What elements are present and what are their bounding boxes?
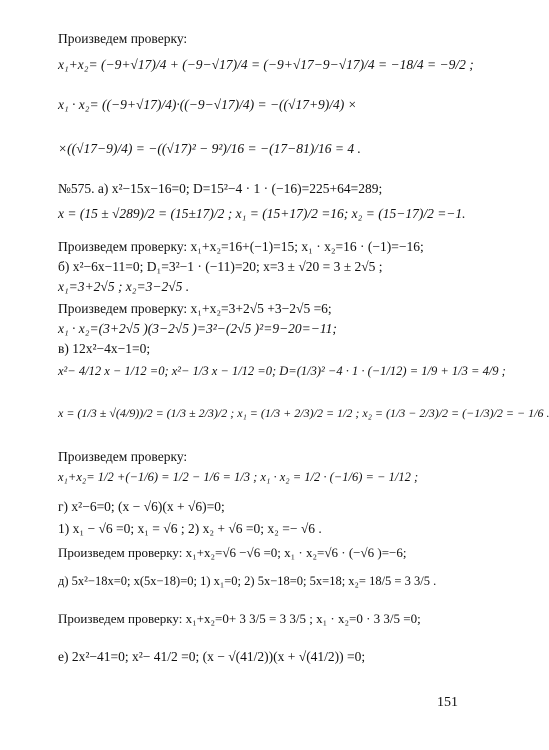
formula-line: е) 2x²−41=0; x²− 41/2 =0; (x − √(41/2))(x + √(41/2)) =0; (58, 649, 366, 664)
formula-line: б) x²−6x−11=0; D₁=3²−1 · (−11)=20; x=3 ± √20 = 3 ± 2√5 ; (58, 259, 383, 274)
formula-line: д) 5x²−18x=0; x(5x−18)=0; 1) x₁=0; 2) 5x−18=0; 5x=18; x₂= 18/5 = 3 3/5 . (58, 574, 437, 588)
formula-line: x = (1/3 ± √(4/9))/2 = (1/3 ± 2/3)/2 ; x₁ = (1/3 + 2/3)/2 = 1/2 ; x₂ = (1/3 − 2/3)/2 = (−1/3)/2 = − 1/6 . (58, 406, 549, 420)
formula-line: в) 12x²−4x−1=0; (58, 341, 151, 356)
text-line: Произведем проверку: x₁+x₂=3+2√5 +3−2√5 =6; (58, 301, 332, 316)
formula-line: x₁=3+2√5 ; x₂=3−2√5 . (58, 279, 190, 294)
formula-line: г) x²−6=0; (x − √6)(x + √6)=0; (58, 499, 225, 514)
formula-line: x₁+x₂= 1/2 +(−1/6) = 1/2 − 1/6 = 1/3 ; x₁ · x₂ = 1/2 · (−1/6) = − 1/12 ; (58, 470, 419, 484)
formula-line: x = (15 ± √289)/2 = (15±17)/2 ; x₁ = (15+17)/2 =16; x₂ = (15−17)/2 =−1. (58, 206, 466, 221)
text-line: Произведем проверку: x₁+x₂=√6 −√6 =0; x₁ · x₂=√6 · (−√6 )=−6; (58, 545, 407, 560)
formula-line: 1) x₁ − √6 =0; x₁ = √6 ; 2) x₂ + √6 =0; x₂ =− √6 . (58, 521, 322, 536)
exercise-575-line: №575. а) x²−15x−16=0; D=15²−4 · 1 · (−16)=225+64=289; (58, 181, 383, 196)
formula-line: x²− 4/12 x − 1/12 =0; x²− 1/3 x − 1/12 =0; D=(1/3)² −4 · 1 · (−1/12) = 1/9 + 1/3 = 4/9 ; (58, 364, 506, 378)
text-line: Произведем проверку: (58, 31, 188, 46)
formula-line: x₁ · x₂= ((−9+√17)/4)·((−9−√17)/4) = −((√17+9)/4) × (58, 97, 357, 112)
text-line: Произведем проверку: x₁+x₂=16+(−1)=15; x₁ · x₂=16 · (−1)=−16; (58, 239, 424, 254)
page-number: 151 (437, 695, 458, 710)
formula-line: x₁+x₂= (−9+√17)/4 + (−9−√17)/4 = (−9+√17−9−√17)/4 = −18/4 = −9/2 ; (58, 57, 474, 72)
formula-line: x₁ · x₂=(3+2√5 )(3−2√5 )=3²−(2√5 )²=9−20=−11; (58, 321, 337, 336)
text-line: Произведем проверку: x₁+x₂=0+ 3 3/5 = 3 3/5 ; x₁ · x₂=0 · 3 3/5 =0; (58, 611, 421, 626)
formula-line: ×((√17−9)/4) = −((√17)² − 9²)/16 = −(17−81)/16 = 4 . (58, 141, 361, 156)
text-line: Произведем проверку: (58, 449, 188, 464)
